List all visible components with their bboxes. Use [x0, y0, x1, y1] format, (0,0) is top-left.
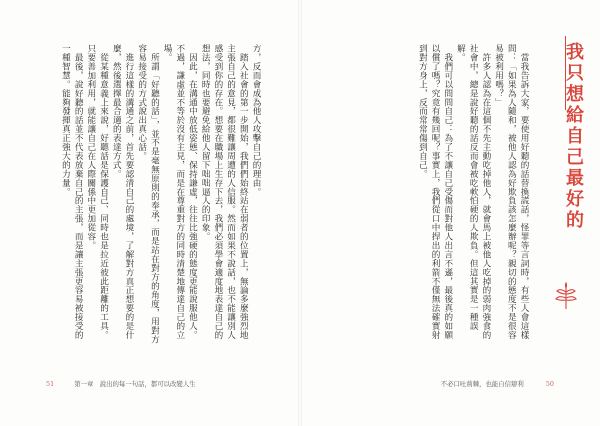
left-page-footer: [46, 379, 196, 388]
right-page-body-text: 當我告訴大家，要使用好聽的話替換謊話，怪罪等言詞時，有些人會這樣問：「如果為人隨和，被他人認為好欺負該怎麼辦呢？親切的態度不是很容易被利用嗎？」 許多人認為在這個不先主動吃掉他人，就會馬上被他人吃掉的弱肉強食的社會中，總是說好聽的話反而會被吃軟怕硬的人欺負。但這其實是一種誤解。 我們可以問問自己：為了不讓自己受傷而對他人出言不遜，最後真的如願以償了嗎？究竟有幾回呢？事實上，我們從口中捍出的利箭不僅無法確實射到對方身上，反而常常傷到自己。: [417, 44, 529, 340]
book-running-head: 不必口吐荊棘，也能自信辯利: [440, 380, 524, 388]
left-page-body-text: 方，反而會成為他人攻擊自己的理由。 踏入社會的第一步開始，我們們始終站在弱者的位置上，無論多麼強烈地主張自己的意見，都很難讓周遭的人信服。然而如果不說話，也不能讓別人感受到你的存在。想要在職場上生存下去，我們必須學會適度地表達自己的想法，同時也要避免給他人留下咄咄逼人的印象。 因此，在溝通中放低姿態、保持謙虛，往往比強硬的態度更能說服他人。不過，謙虛並不等於沒有主見，而是在尊重對方的同時清楚地傳達自己的立場。 所謂「好聽的話」，並不是毫無原則的奉承，而是站在對方的角度，用對方容易接受的方式說出真心話。 進行這樣的溝通之前，首先要認清自己的處境，了解對方真正想要的是什麼，然後選擇最合適的表達方式。 從某種意義上來說，好聽話是保護自己、同時也是拉近彼此距離的工具。只要善加利用，就能讓自己在人際關係中更加從容。 最後，說好聽的話並不代表放棄自己的主張，而是讓主張更容易被接受的一種智慧。能夠發揮真正強大的力量。: [60, 44, 261, 344]
right-page-number: 50: [545, 380, 554, 388]
section-title: 我只想給自己最好的: [563, 42, 584, 231]
right-page-footer: [441, 379, 554, 388]
chapter-running-head: 第一章 說出的每一句話，都可以改變人生: [74, 380, 196, 388]
right-page: [300, 0, 600, 426]
left-page-number: 51: [46, 380, 55, 388]
leaf-sprig-icon: [552, 282, 580, 310]
